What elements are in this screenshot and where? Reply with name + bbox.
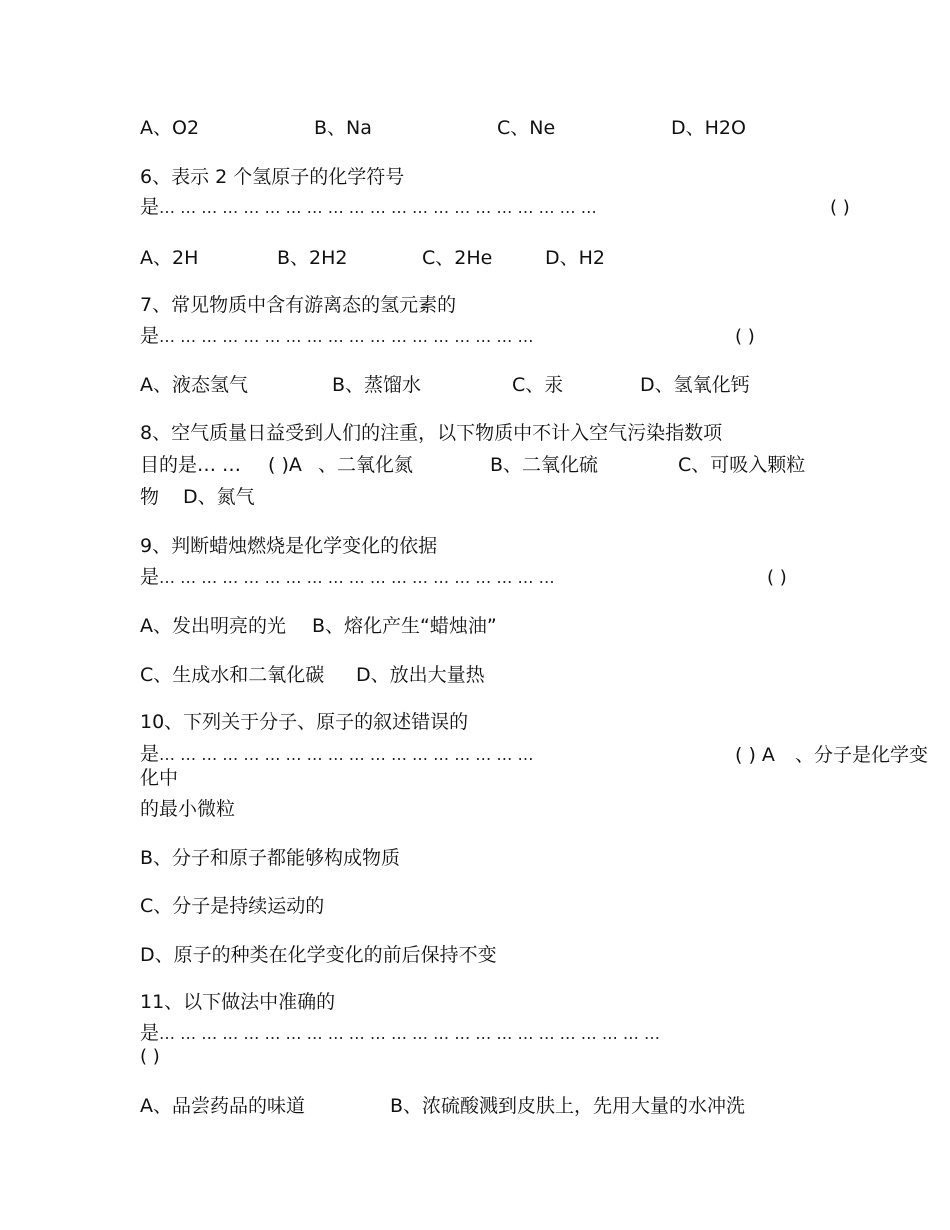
q9-stem: 9、判断蜡烛燃烧是化学变化的依据 (140, 535, 438, 557)
q9-prefix: 是 (140, 566, 160, 588)
q6-stem: 6、表示 2 个氢原子的化学符号 (140, 166, 405, 188)
q9-option-a: A、发出明亮的光 (140, 615, 286, 637)
q10-option-c: C、分子是持续运动的 (140, 895, 325, 917)
q11-stem: 11、以下做法中准确的 (140, 991, 336, 1013)
q8-option-a: 、二氧化氮 (318, 454, 414, 476)
q9-dots: … … … … … … … … … … … … … … … … … … … (159, 568, 555, 587)
q8-line2-paren: ( )A (268, 454, 302, 476)
q7-dots: … … … … … … … … … … … … … … … … … … (159, 327, 534, 346)
q8-line2-prefix: 目的是… … (140, 454, 242, 476)
q6-prefix: 是 (140, 196, 160, 218)
q10-option-a-end: 的最小微粒 (140, 798, 236, 820)
q7-option-d: D、氢氧化钙 (640, 374, 750, 396)
q10-paren: ( ) A (735, 744, 775, 766)
q6-option-d: D、H2 (545, 247, 606, 269)
q7-answer-line (140, 324, 533, 349)
q8-option-c: C、可吸入颗粒 (678, 454, 806, 476)
q11-dots: … … … … … … … … … … … … … … … … … … … … … … … … (159, 1024, 660, 1043)
q7-prefix: 是 (140, 325, 160, 347)
q10-prefix: 是 (140, 743, 160, 765)
q11-paren: ( ) (140, 1046, 160, 1067)
q11-option-b: B、浓硫酸溅到皮肤上，先用大量的水冲洗 (390, 1095, 746, 1117)
q10-option-b: B、分子和原子都能够构成物质 (140, 847, 401, 869)
q5-option-d: D、H2O (671, 117, 746, 139)
q6-paren: ( ) (830, 197, 850, 218)
q5-option-a: A、O2 (140, 117, 200, 139)
q5-option-c: C、Ne (497, 117, 556, 139)
q6-option-c: C、2He (422, 247, 493, 269)
q9-option-c: C、生成水和二氧化碳 (140, 664, 325, 686)
q6-dots: … … … … … … … … … … … … … … … … … … … … … (159, 198, 597, 217)
q9-answer-line (140, 565, 555, 590)
q9-option-b: B、熔化产生“蜡烛油” (312, 615, 497, 637)
q11-option-a: A、品尝药品的味道 (140, 1095, 305, 1117)
q7-paren: ( ) (735, 326, 755, 347)
q6-option-b: B、2H2 (277, 247, 348, 269)
q9-paren: ( ) (767, 567, 787, 588)
q10-answer-line (140, 742, 533, 767)
q7-option-c: C、汞 (512, 374, 564, 396)
q10-option-a-cont: 化中 (140, 767, 179, 789)
q6-answer-line (140, 195, 597, 220)
q9-option-d: D、放出大量热 (356, 664, 485, 686)
q7-option-a: A、液态氢气 (140, 374, 248, 396)
q7-stem: 7、常见物质中含有游离态的氢元素的 (140, 294, 457, 316)
q5-option-b: B、Na (314, 117, 372, 139)
q11-prefix: 是 (140, 1022, 160, 1044)
q8-option-d: D、氮气 (183, 486, 255, 508)
q8-option-b: B、二氧化硫 (490, 454, 599, 476)
q10-option-d: D、原子的种类在化学变化的前后保持不变 (140, 944, 497, 966)
q10-option-a-start: 、分子是化学变 (795, 744, 929, 766)
q7-option-b: B、蒸馏水 (332, 374, 422, 396)
q10-dots: … … … … … … … … … … … … … … … … … … (159, 745, 534, 764)
q10-stem: 10、下列关于分子、原子的叙述错误的 (140, 711, 469, 733)
q6-option-a: A、2H (140, 247, 199, 269)
q8-stem: 8、空气质量日益受到人们的注重，以下物质中不计入空气污染指数项 (140, 422, 723, 444)
q8-option-c-cont: 物 (140, 486, 160, 508)
q11-answer-line (140, 1021, 660, 1046)
